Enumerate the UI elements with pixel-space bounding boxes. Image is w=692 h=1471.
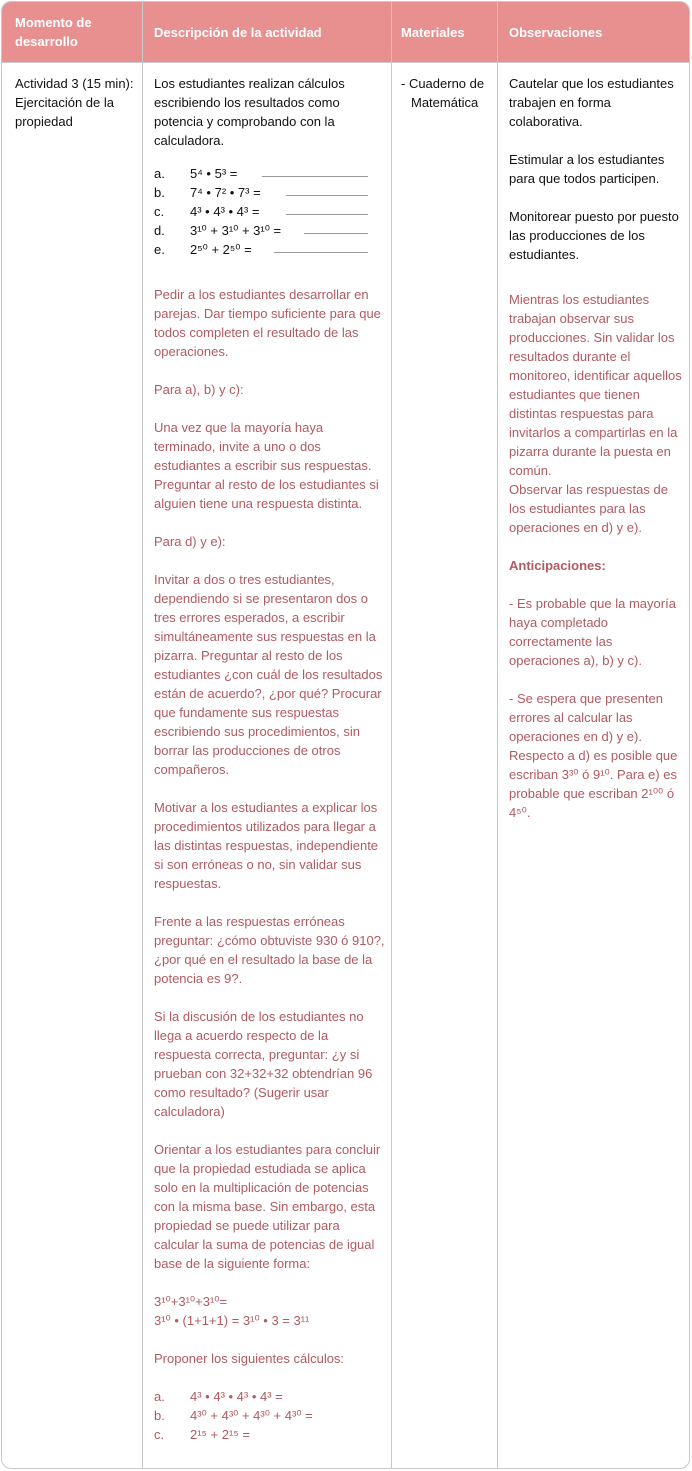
answer-blank [274,252,368,253]
header-description: Descripción de la actividad [154,24,322,40]
anticipations-heading: Anticipaciones: [509,558,606,573]
observation-paragraph: Monitorear puesto por puesto las producciones de los estudiantes. [509,209,679,262]
answer-blank [304,233,368,234]
lesson-plan-table [1,1,690,1469]
description-cell [154,74,386,1444]
list-item: e. 2⁵⁰ + 2⁵⁰ = [154,240,386,259]
observation-paragraph: - Se espera que presenten errores al calcular las operaciones en d) y e). Respecto a d) es posible que escriban 3³⁰ ó 9¹⁰. Para e) es probable que escriban 2¹⁰⁰ ó 4⁵⁰. [509,691,678,820]
moment-cell [15,74,139,131]
header-materials: Materiales [401,24,465,40]
observation-paragraph: - Es probable que la mayoría haya completado correctamente las operaciones a), b) y c). [509,596,676,668]
exercise-list [154,164,386,259]
observation-paragraph: Cautelar que los estudiantes trabajen en forma colaborativa. [509,76,674,129]
header-observations: Observaciones [509,24,603,40]
teacher-guidance [154,285,386,1444]
materials-cell [401,74,493,112]
moment-text: Actividad 3 (15 min): Ejercitación de la propiedad [15,76,134,129]
guidance-paragraph: Para d) y e): [154,534,226,549]
guidance-paragraph: Proponer los siguientes cálculos: [154,1351,345,1366]
formula-line: 3¹⁰+3¹⁰+3¹⁰= [154,1294,228,1309]
materials-text: - Cuaderno de Matemática [401,76,485,110]
guidance-paragraph: Orientar a los estudiantes para concluir que la propiedad estudiada se aplica solo en la multiplicación de potencias con la misma base. Sin embargo, esta propiedad se puede utilizar para calcular la suma de potencias de igual base de la siguiente forma: [154,1142,381,1271]
header-moment: Momento de desarrollo [15,15,92,49]
list-item: c. 2¹⁵ + 2¹⁵ = [154,1427,250,1442]
observation-paragraph: Mientras los estudiantes trabajan observar sus producciones. Sin validar los resultados durante el monitoreo, identificar aquellos estudiantes que tienen distintas respuestas para invitarlos a compartirlas en la pizarra durante la puesta en común. [509,292,682,478]
list-item: c. 4³ • 4³ • 4³ = [154,202,386,221]
answer-blank [286,195,368,196]
answer-blank [262,176,368,177]
formula-line: 3¹⁰ • (1+1+1) = 3¹⁰ • 3 = 3¹¹ [154,1313,310,1328]
column-divider [497,2,498,1469]
list-item: a. 5⁴ • 5³ = [154,164,386,183]
answer-blank [286,214,368,215]
list-item: a. 4³ • 4³ • 4³ • 4³ = [154,1389,283,1404]
list-item: b. 4³⁰ + 4³⁰ + 4³⁰ + 4³⁰ = [154,1408,313,1423]
list-item: b. 7⁴ • 7² • 7³ = [154,183,386,202]
guidance-paragraph: Pedir a los estudiantes desarrollar en parejas. Dar tiempo suficiente para que todos completen el resultado de las operaciones. [154,287,381,359]
header-divider [2,62,690,63]
guidance-paragraph: Motivar a los estudiantes a explicar los procedimientos utilizados para llegar a las distintas respuestas, independiente si son erróneas o no, sin validar sus respuestas. [154,800,379,891]
observations-guidance [509,290,685,822]
guidance-paragraph: Invitar a dos o tres estudiantes, dependiendo si se presentaron dos o tres errores esperados, a escribir simultáneamente sus respuestas en la pizarra. Preguntar al resto de los estudiantes ¿con cuál de los resultados están de acuerdo?, ¿por qué? Procurar que fundamente sus respuestas escribiendo sus procedimientos, sin borrar las producciones de otros compañeros. [154,572,383,777]
description-intro: Los estudiantes realizan cálculos escribiendo los resultados como potencia y comprobando con la calculadora. [154,76,345,148]
column-divider [391,2,392,1469]
guidance-paragraph: Una vez que la mayoría haya terminado, invite a uno o dos estudiantes a escribir sus respuestas. Preguntar al resto de los estudiantes si alguien tiene una respuesta distinta. [154,420,379,511]
column-divider [142,2,143,1469]
guidance-paragraph: Frente a las respuestas erróneas preguntar: ¿cómo obtuviste 930 ó 910?, ¿por qué en el resultado la base de la potencia es 9?. [154,914,385,986]
observations-cell [509,74,685,822]
observation-paragraph: Observar las respuestas de los estudiantes para las operaciones en d) y e). [509,482,668,535]
observation-paragraph: Estimular a los estudiantes para que todos participen. [509,152,665,186]
observations-general [509,74,685,264]
guidance-paragraph: Si la discusión de los estudiantes no llega a acuerdo respecto de la respuesta correcta, preguntar: ¿y si prueban con 32+32+32 obtendrían 96 como resultado? (Sugerir usar calculadora) [154,1009,373,1119]
guidance-paragraph: Para a), b) y c): [154,382,244,397]
final-exercise-list [154,1387,386,1444]
list-item: d. 3¹⁰ + 3¹⁰ + 3¹⁰ = [154,221,386,240]
